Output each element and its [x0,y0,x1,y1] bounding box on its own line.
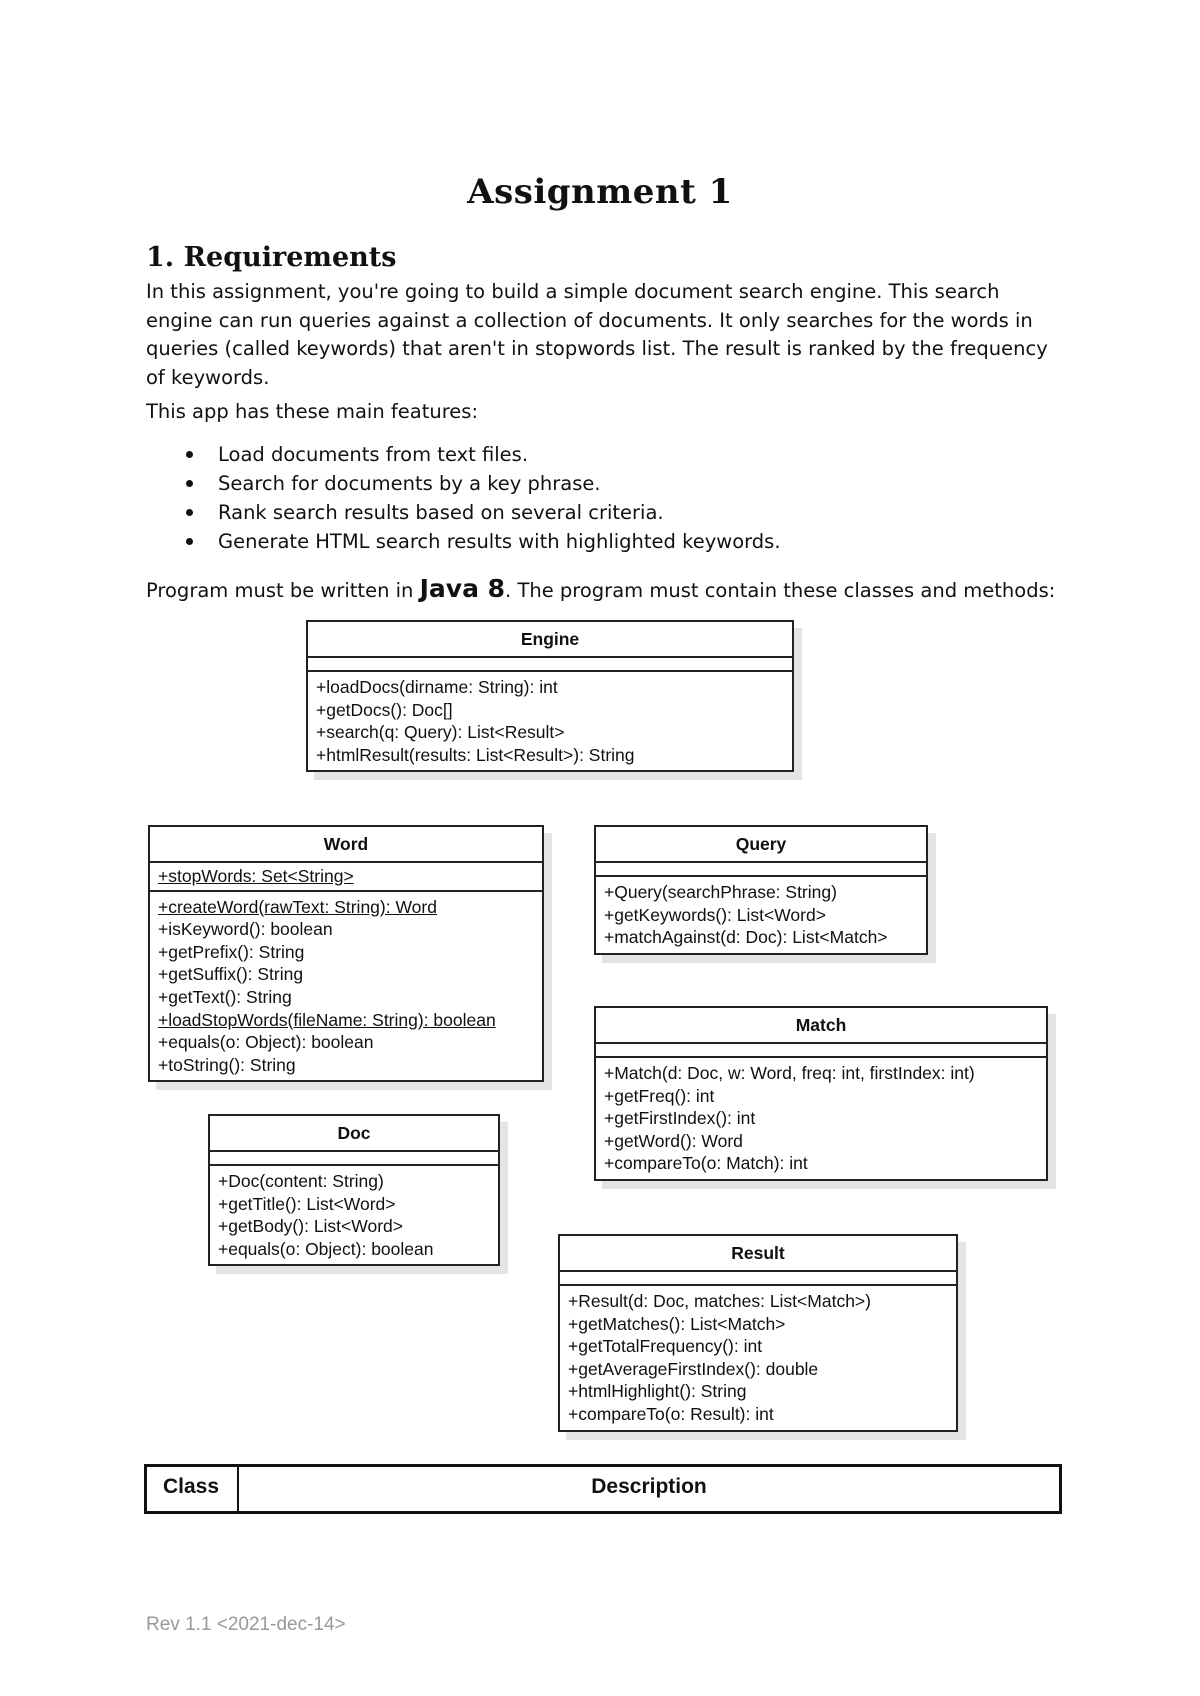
class-operations [308,672,792,770]
class-name: Result [560,1236,956,1272]
operation: +getTitle(): List<Word> [218,1193,396,1214]
class-operations [210,1166,498,1264]
operation: +loadDocs(dirname: String): int [316,677,558,697]
operation: +equals(o: Object): boolean [218,1238,434,1259]
table-header-description: Description [591,1475,707,1498]
operation: +getWord(): Word [604,1130,743,1151]
class-attributes [150,863,542,892]
java-version: Java 8 [419,574,506,603]
class-operations [560,1286,956,1430]
operation: +isKeyword(): boolean [158,919,333,940]
operation: +compareTo(o: Match): int [604,1153,808,1174]
class-attributes [596,1044,1046,1058]
bullet-icon [186,451,193,458]
operation: +getPrefix(): String [158,941,305,962]
feature-item: Load documents from text files. [146,440,781,469]
features-intro: This app has these main features: [146,400,479,423]
class-attributes [210,1152,498,1166]
attribute: +stopWords: Set<String> [158,866,354,886]
class-name: Word [150,827,542,863]
operation: +getTotalFrequency(): int [568,1336,763,1357]
class-attributes [560,1272,956,1286]
operation: +getMatches(): List<Match> [568,1313,786,1334]
operation: +getBody(): List<Word> [218,1216,403,1237]
operation: +htmlResult(results: List<Result>): String [316,744,635,765]
operation: +Match(d: Doc, w: Word, freq: int, firstIndex: int) [604,1063,975,1083]
operation: +Query(searchPhrase: String) [604,882,837,902]
class-operations [596,877,926,953]
class-operations [150,892,542,1081]
requirement-line: Program must be written in Java 8. The program must contain these classes and methods: [146,574,1056,603]
operation: +Doc(content: String) [218,1171,384,1191]
operation: +search(q: Query): List<Result> [316,722,565,743]
uml-class-match [594,1006,1048,1181]
bullet-icon [186,538,193,545]
class-attributes [308,658,792,672]
operation: +getKeywords(): List<Word> [604,904,826,925]
operation: +htmlHighlight(): String [568,1381,747,1402]
uml-class-result [558,1234,958,1432]
operation: +toString(): String [158,1054,296,1075]
class-name: Query [596,827,926,863]
revision-footer: Rev 1.1 <2021-dec-14> [146,1614,346,1635]
uml-class-engine [306,620,794,772]
document-title: Assignment 1 [467,172,733,212]
operation: +createWord(rawText: String): Word [158,896,437,917]
bullet-icon [186,509,193,516]
operation: +equals(o: Object): boolean [158,1032,374,1053]
operation: +getSuffix(): String [158,964,304,985]
operation: +compareTo(o: Result): int [568,1403,774,1424]
operation: +getFreq(): int [604,1085,715,1106]
operation: +matchAgainst(d: Doc): List<Match> [604,927,888,948]
uml-class-query [594,825,928,955]
feature-item: Rank search results based on several criteria. [146,498,781,527]
table-header-class: Class [147,1467,239,1511]
operation: +getDocs(): Doc[] [316,699,453,720]
intro-paragraph: In this assignment, you're going to build a simple document search engine. This search engine can run queries against a collection of documents. It only searches for the words in queries (called keywords) that aren't in stopwords list. The result is ranked by the frequency of keywords. [146,280,1048,389]
feature-item: Generate HTML search results with highlighted keywords. [146,527,781,556]
class-description-table [144,1464,1062,1514]
uml-class-doc [208,1114,500,1266]
operation: +getAverageFirstIndex(): double [568,1358,819,1379]
class-operations [596,1058,1046,1179]
operation: +getText(): String [158,986,292,1007]
section-heading-requirements: 1. Requirements [146,242,397,273]
uml-class-word [148,825,544,1082]
bullet-icon [186,480,193,487]
class-name: Match [596,1008,1046,1044]
features-list [146,440,781,556]
operation: +Result(d: Doc, matches: List<Match>) [568,1291,871,1311]
class-name: Doc [210,1116,498,1152]
operation: +loadStopWords(fileName: String): boolean [158,1009,496,1030]
class-attributes [596,863,926,877]
feature-item: Search for documents by a key phrase. [146,469,781,498]
operation: +getFirstIndex(): int [604,1108,756,1129]
class-name: Engine [308,622,792,658]
